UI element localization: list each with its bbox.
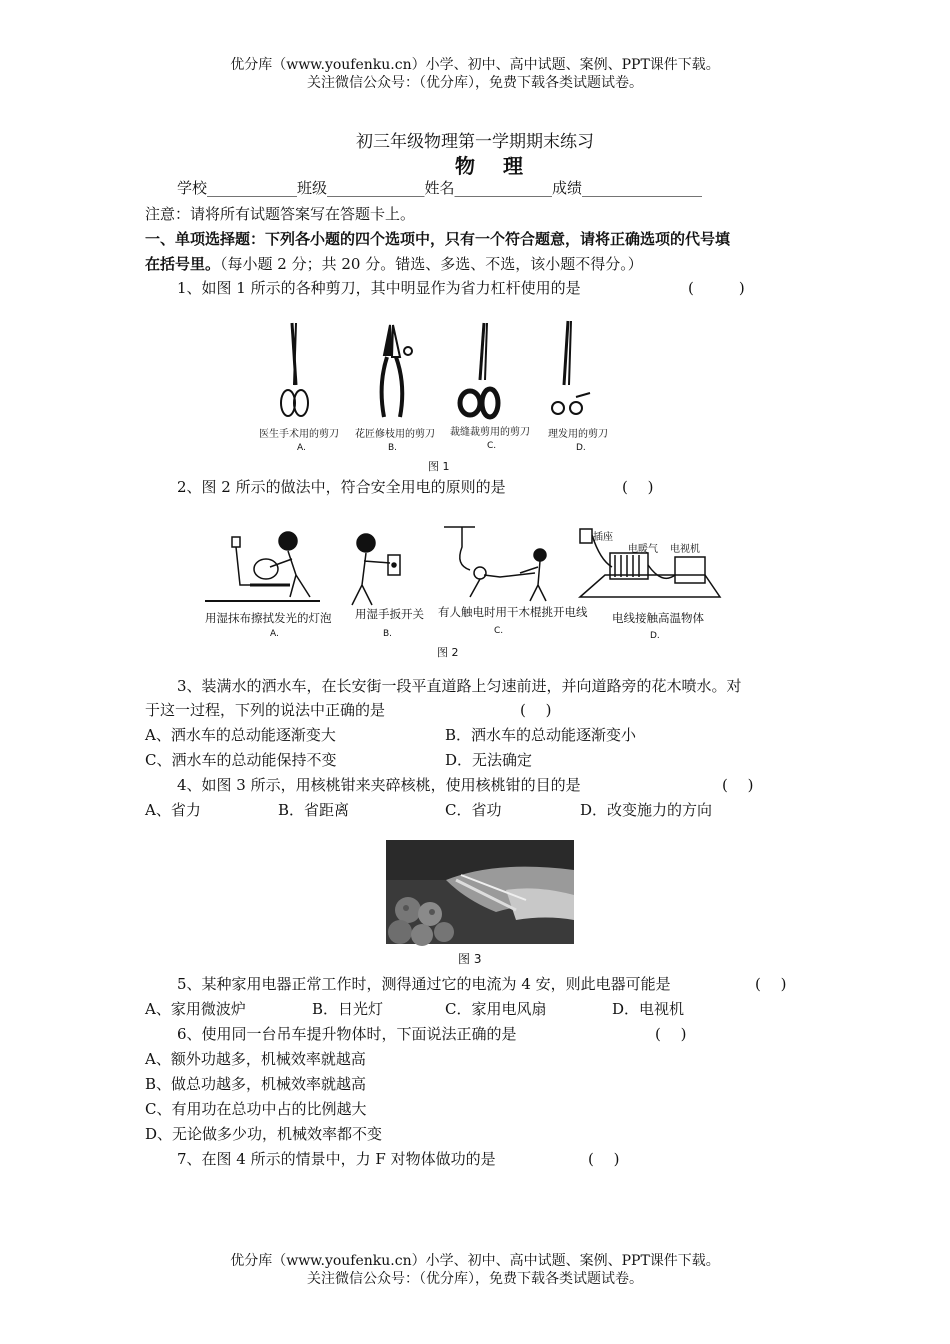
scene-b-wet-hand-switch-icon bbox=[352, 534, 400, 605]
q5-stem: 5、某种家用电器正常工作时，测得通过它的电流为 4 安，则此电器可能是 bbox=[177, 975, 671, 993]
q6-option-d: D、无论做多少功，机械效率都不变 bbox=[145, 1125, 383, 1143]
header-line-1: 优分库（www.youfenku.cn）小学、初中、高中试题、案例、PPT课件下载。 bbox=[230, 57, 720, 73]
q5-answer-paren: ( ) bbox=[755, 975, 787, 993]
fig1-letter-b: B. bbox=[388, 443, 398, 453]
q4-answer-paren: ( ) bbox=[722, 776, 754, 794]
fig2-letter-b: B. bbox=[383, 629, 393, 639]
q5-option-b: B．日光灯 bbox=[312, 1000, 384, 1018]
q3-stem-line-1: 3、装满水的洒水车，在长安街一段平直道路上匀速前进，并向道路旁的花木喷水。对 bbox=[177, 677, 742, 695]
fig1-caption: 图 1 bbox=[428, 460, 450, 473]
fig2-label-heater: 电暖气 bbox=[628, 544, 658, 555]
fig2-letter-a: A. bbox=[270, 629, 279, 639]
fig2-label-c: 有人触电时用干木棍挑开电线 bbox=[438, 605, 588, 619]
fig2-label-socket: 插座 bbox=[593, 532, 613, 543]
fig1-label-b: 花匠修枝用的剪刀 bbox=[355, 429, 435, 440]
q6-stem: 6、使用同一台吊车提升物体时，下面说法正确的是 bbox=[177, 1025, 517, 1043]
q7-stem: 7、在图 4 所示的情景中，力 F 对物体做功的是 bbox=[177, 1150, 496, 1168]
footer-line-2: 关注微信公众号：（优分库），免费下载各类试题试卷。 bbox=[307, 1271, 643, 1287]
fig2-label-b: 用湿手扳开关 bbox=[355, 607, 424, 621]
q2-stem: 2、图 2 所示的做法中，符合安全用电的原则的是 bbox=[177, 478, 506, 496]
student-info-line: 学校____________班级_____________姓名_____________成绩________________ bbox=[177, 179, 703, 197]
q4-option-c: C．省功 bbox=[445, 801, 502, 819]
section1-heading-line-2 bbox=[145, 253, 643, 274]
fig1-label-c: 裁缝裁剪用的剪刀 bbox=[450, 427, 530, 438]
figure-1-scissors bbox=[0, 315, 950, 475]
q6-option-b: B、做总功越多，机械效率就越高 bbox=[145, 1075, 367, 1093]
q3-option-d: D．无法确定 bbox=[445, 751, 533, 769]
q2-answer-paren: ( ) bbox=[622, 478, 654, 496]
fig2-label-d: 电线接触高温物体 bbox=[612, 611, 704, 625]
q4-stem: 4、如图 3 所示，用核桃钳来夹碎核桃，使用核桃钳的目的是 bbox=[177, 776, 581, 794]
q5-option-a: A、家用微波炉 bbox=[145, 1000, 246, 1018]
fig2-letter-d: D. bbox=[650, 631, 660, 641]
q6-option-a: A、额外功越多，机械效率就越高 bbox=[145, 1050, 366, 1068]
fig1-letter-d: D. bbox=[576, 443, 586, 453]
scene-a-wiping-lamp-icon bbox=[205, 532, 320, 601]
q6-option-c: C、有用功在总功中占的比例越大 bbox=[145, 1100, 367, 1118]
scissors-c-icon bbox=[460, 323, 498, 417]
q5-option-d: D．电视机 bbox=[612, 1000, 685, 1018]
q3-option-b: B．洒水车的总动能逐渐变小 bbox=[445, 726, 637, 744]
q1-stem: 1、如图 1 所示的各种剪刀，其中明显作为省力杠杆使用的是 bbox=[177, 279, 581, 297]
q3-stem-line-2: 于这一过程，下列的说法中正确的是 bbox=[145, 701, 386, 719]
scissors-a-icon bbox=[281, 323, 308, 416]
figure-2-electrical-safety bbox=[0, 505, 950, 615]
section1-heading-line-1: 一、单项选择题：下列各小题的四个选项中，只有一个符合题意，请将正确选项的代号填 bbox=[145, 230, 731, 248]
fig2-label-tv: 电视机 bbox=[670, 544, 700, 555]
fig2-label-a: 用湿抹布擦拭发光的灯泡 bbox=[205, 611, 332, 625]
q4-option-b: B．省距离 bbox=[278, 801, 350, 819]
fig1-letter-a: A. bbox=[297, 443, 306, 453]
footer-line-1: 优分库（www.youfenku.cn）小学、初中、高中试题、案例、PPT课件下载。 bbox=[230, 1253, 720, 1269]
fig1-label-a: 医生手术用的剪刀 bbox=[259, 429, 339, 440]
figure-3-nutcracker-photo bbox=[386, 840, 574, 944]
fig2-letter-c: C. bbox=[494, 626, 504, 636]
fig1-letter-c: C. bbox=[487, 441, 497, 451]
q6-answer-paren: ( ) bbox=[655, 1025, 687, 1043]
q1-answer-paren: ( ) bbox=[688, 279, 745, 297]
q4-option-a: A、省力 bbox=[145, 801, 201, 819]
fig2-caption: 图 2 bbox=[437, 646, 459, 659]
scissors-d-icon bbox=[552, 321, 590, 414]
q3-answer-paren: ( ) bbox=[520, 701, 552, 719]
scissors-b-icon bbox=[382, 325, 412, 417]
exam-subject: 物理 bbox=[455, 154, 551, 178]
q3-option-a: A、洒水车的总动能逐渐变大 bbox=[145, 726, 336, 744]
fig3-caption: 图 3 bbox=[458, 952, 482, 966]
q5-option-c: C．家用电风扇 bbox=[445, 1000, 547, 1018]
exam-title: 初三年级物理第一学期期末练习 bbox=[356, 132, 594, 152]
q7-answer-paren: ( ) bbox=[588, 1150, 620, 1168]
section1-heading-note: （每小题 2 分；共 20 分。错选、多选、不选，该小题不得分。） bbox=[220, 255, 643, 273]
exam-notice: 注意：请将所有试题答案写在答题卡上。 bbox=[145, 205, 416, 223]
fig1-label-d: 理发用的剪刀 bbox=[548, 429, 608, 440]
q3-option-c: C、洒水车的总动能保持不变 bbox=[145, 751, 337, 769]
section1-heading-bold: 在括号里。 bbox=[145, 255, 221, 273]
header-line-2: 关注微信公众号：（优分库），免费下载各类试题试卷。 bbox=[307, 75, 643, 91]
scene-c-stick-wire-icon bbox=[444, 527, 546, 601]
q4-option-d: D．改变施力的方向 bbox=[580, 801, 713, 819]
